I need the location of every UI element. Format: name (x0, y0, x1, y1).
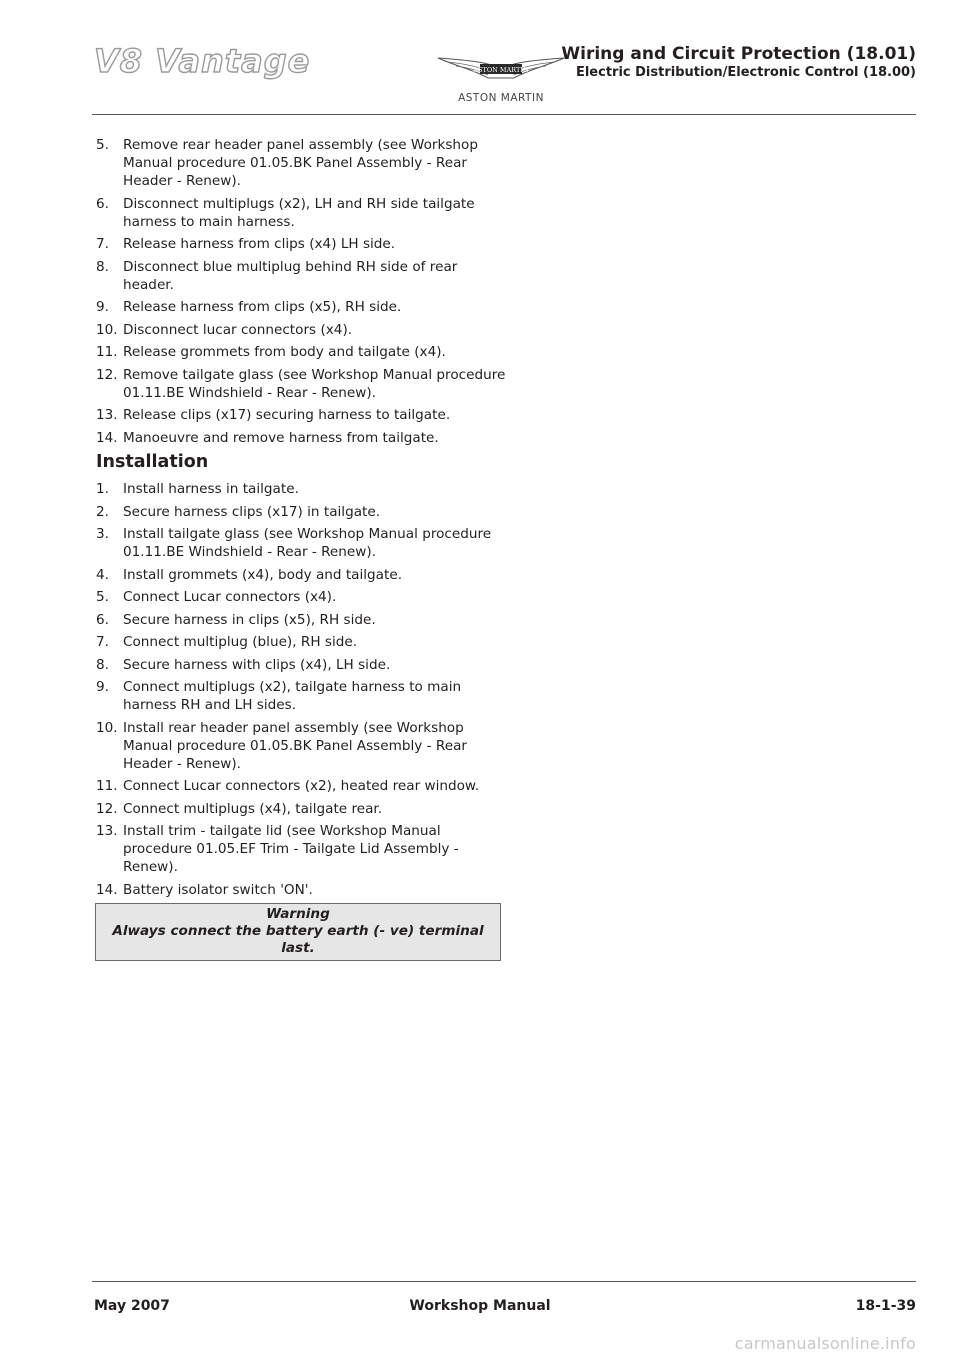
step-number: 13. (96, 407, 118, 423)
footer-date: May 2007 (94, 1298, 170, 1314)
step-text: Install grommets (x4), body and tailgate. (123, 566, 403, 583)
list-item (96, 480, 506, 498)
list-item (96, 429, 506, 447)
step-text: Connect multiplugs (x2), tailgate harness to main harness RH and LH sides. (123, 679, 462, 713)
step-number: 4. (96, 566, 109, 583)
list-item (96, 633, 506, 651)
list-item (96, 503, 506, 521)
footer-manual-name: Workshop Manual (409, 1298, 551, 1314)
warning-title: Warning (266, 906, 330, 922)
step-text: Disconnect blue multiplug behind RH side of rear header. (123, 258, 458, 293)
step-text: Connect multiplugs (x4), tailgate rear. (123, 800, 383, 817)
step-text: Secure harness with clips (x4), LH side. (123, 656, 391, 673)
step-number: 10. (96, 321, 118, 338)
list-item (96, 525, 506, 561)
footer-page-number: 18-1-39 (855, 1298, 916, 1314)
step-text: Connect multiplug (blue), RH side. (123, 634, 358, 650)
step-number: 12. (96, 800, 118, 817)
step-text: Install tailgate glass (see Workshop Manual procedure 01.11.BE Windshield - Rear - Renew). (123, 526, 492, 560)
warning-box (95, 903, 501, 961)
step-number: 14. (96, 429, 118, 446)
removal-steps-list (96, 136, 506, 447)
step-number: 8. (96, 656, 109, 673)
header-divider (92, 114, 916, 115)
list-item (96, 566, 506, 584)
list-item (96, 678, 506, 714)
step-text: Remove tailgate glass (see Workshop Manual procedure 01.11.BE Windshield - Rear - Renew). (123, 366, 506, 401)
step-number: 2. (96, 503, 109, 520)
list-item (96, 298, 506, 316)
step-text: Connect Lucar connectors (x4). (123, 589, 337, 605)
list-item (96, 777, 506, 795)
step-number: 10. (96, 719, 118, 736)
page-title: Wiring and Circuit Protection (18.01) (561, 44, 916, 64)
step-text: Connect Lucar connectors (x2), heated rear window. (123, 778, 480, 794)
page-subtitle: Electric Distribution/Electronic Control (18.00) (575, 65, 916, 80)
warning-text: Always connect the battery earth (- ve) terminal last. (112, 923, 484, 956)
step-number: 9. (96, 299, 109, 315)
step-number: 11. (96, 344, 118, 360)
brand-wordmark: ASTON MARTIN (458, 92, 544, 104)
watermark-link[interactable]: carmanualsonline.info (734, 1334, 916, 1353)
step-text: Release harness from clips (x4) LH side. (123, 236, 396, 252)
step-number: 5. (96, 137, 109, 153)
list-item (96, 136, 506, 190)
step-text: Disconnect multiplugs (x2), LH and RH side tailgate harness to main harness. (123, 195, 475, 230)
step-number: 13. (96, 823, 118, 839)
v8-vantage-logo-text: V8 Vantage (94, 42, 311, 80)
installation-heading: Installation (96, 452, 209, 472)
step-number: 1. (96, 481, 109, 497)
step-number: 8. (96, 258, 109, 275)
v8-vantage-logo (92, 40, 312, 80)
footer-divider (92, 1281, 916, 1282)
list-item (96, 656, 506, 674)
step-text: Battery isolator switch 'ON'. (123, 881, 313, 898)
step-number: 3. (96, 526, 109, 542)
list-item (96, 258, 506, 294)
step-text: Secure harness in clips (x5), RH side. (123, 611, 376, 628)
step-number: 12. (96, 366, 118, 383)
step-text: Release clips (x17) securing harness to tailgate. (123, 407, 451, 423)
list-item (96, 588, 506, 606)
list-item (96, 881, 506, 899)
page-content (96, 136, 506, 961)
step-number: 14. (96, 881, 118, 898)
step-number: 7. (96, 634, 109, 650)
list-item (96, 719, 506, 773)
list-item (96, 822, 506, 876)
list-item (96, 800, 506, 818)
list-item (96, 321, 506, 339)
step-text: Release grommets from body and tailgate (x4). (123, 344, 446, 360)
step-number: 6. (96, 611, 109, 628)
step-text: Install harness in tailgate. (123, 481, 299, 497)
step-text: Disconnect lucar connectors (x4). (123, 321, 353, 338)
step-text: Secure harness clips (x17) in tailgate. (123, 503, 381, 520)
step-text: Install rear header panel assembly (see Workshop Manual procedure 01.05.BK Panel Assembly - Rear Header - Renew). (123, 719, 467, 772)
step-text: Manoeuvre and remove harness from tailgate. (123, 429, 439, 446)
step-number: 11. (96, 778, 118, 794)
step-number: 6. (96, 195, 109, 212)
step-text: Remove rear header panel assembly (see Workshop Manual procedure 01.05.BK Panel Assembly - Rear Header - Renew). (123, 137, 478, 189)
step-text: Release harness from clips (x5), RH side. (123, 299, 402, 315)
list-item (96, 406, 506, 424)
step-text: Install trim - tailgate lid (see Workshop Manual procedure 01.05.EF Trim - Tailgate Lid Assembly - Renew). (123, 823, 459, 875)
page-header-title-block (561, 44, 916, 82)
list-item (96, 235, 506, 253)
brand-badge-text: ASTON MARTIN (473, 66, 529, 74)
step-number: 5. (96, 589, 109, 605)
step-number: 9. (96, 679, 109, 695)
step-number: 7. (96, 236, 109, 252)
list-item (96, 366, 506, 402)
list-item (96, 195, 506, 231)
list-item (96, 611, 506, 629)
installation-steps-list (96, 480, 506, 899)
list-item (96, 343, 506, 361)
